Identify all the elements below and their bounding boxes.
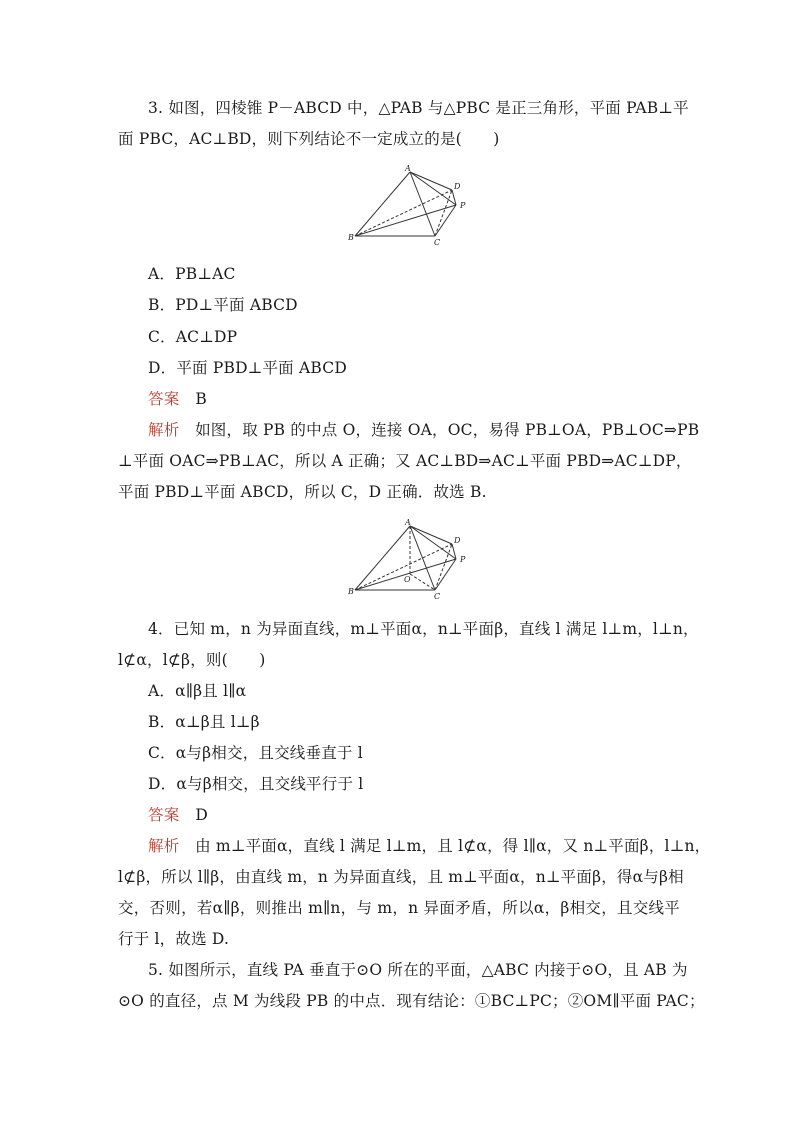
q3-pyramid-diagram: [348, 164, 474, 246]
q4-analysis-text-1: 由 m⊥平面α，直线 l 满足 l⊥m，且 l⊄α，得 l∥α，又 n⊥平面β，l⊥n，: [195, 837, 711, 855]
q4-analysis-line-4: 行于 l，故选 D.: [118, 930, 230, 948]
q3-analysis-line-3: 平面 PBD⊥平面 ABCD，所以 C，D 正确．故选 B.: [118, 483, 487, 501]
q3-stem-line-1: 3. 如图，四棱锥 P－ABCD 中，△PAB 与△PBC 是正三角形，平面 PAB⊥平: [148, 99, 689, 117]
label-P: P: [460, 555, 466, 564]
label-A: A: [405, 518, 411, 527]
q3-option-c: C．AC⊥DP: [148, 328, 238, 346]
label-P: P: [460, 201, 466, 210]
q3-stem-line-2: 面 PBC，AC⊥BD，则下列结论不一定成立的是( ): [118, 130, 500, 148]
q4-analysis-line-2: l⊄β，所以 l∥β，由直线 m，n 为异面直线，且 m⊥平面α，n⊥平面β，得α与β相: [118, 868, 684, 886]
q4-analysis-line-3: 交，否则，若α∥β，则推出 m∥n，与 m，n 异面矛盾，所以α，β相交，且交线平: [118, 899, 680, 917]
q3-figure: [348, 164, 474, 246]
q4-answer-label: 答案: [148, 806, 180, 824]
label-D: D: [454, 182, 461, 191]
q3-option-a: A．PB⊥AC: [148, 265, 236, 283]
q5-stem-line-2: ⊙O 的直径，点 M 为线段 PB 的中点．现有结论：①BC⊥PC；②OM∥平面 PAC；: [118, 992, 705, 1010]
edge-OC: [410, 574, 435, 590]
q4-option-d: D．α与β相交，且交线平行于 l: [148, 775, 364, 793]
q4-option-a: A．α∥β且 l∥α: [148, 682, 247, 700]
edge-CP: [435, 205, 456, 236]
q4-analysis-label: 解析: [148, 837, 180, 855]
q3-answer-value: B: [195, 390, 207, 408]
q4-analysis-line-1: [148, 836, 711, 856]
q4-option-b: B．α⊥β且 l⊥β: [148, 713, 260, 731]
q3-answer: [148, 389, 680, 409]
q4-answer: [148, 805, 680, 825]
q5-stem-line-1: 5. 如图所示，直线 PA 垂直于⊙O 所在的平面，△ABC 内接于⊙O，且 AB 为: [148, 961, 688, 979]
edge-BA: [355, 526, 410, 590]
edge-CP: [435, 559, 456, 590]
label-D: D: [454, 536, 461, 545]
label-C: C: [434, 238, 441, 246]
label-O: O: [404, 575, 411, 584]
label-B: B: [348, 233, 354, 242]
q3-solution-figure: [348, 518, 474, 600]
label-A: A: [405, 164, 411, 173]
q3-answer-label: 答案: [148, 390, 180, 408]
q3-analysis-line-2: ⊥平面 OAC⇒PB⊥AC，所以 A 正确；又 AC⊥BD⇒AC⊥平面 PBD⇒AC⊥DP，: [118, 452, 692, 470]
q3-option-b: B．PD⊥平面 ABCD: [148, 296, 298, 314]
edge-BA: [355, 172, 410, 236]
q3-solution-diagram: [348, 518, 474, 600]
q4-answer-value: D: [195, 806, 209, 824]
label-B: B: [348, 587, 354, 596]
q4-stem-line-2: l⊄α，l⊄β，则( ): [118, 651, 266, 669]
q3-analysis-text-1: 如图，取 PB 的中点 O，连接 OA，OC，易得 PB⊥OA，PB⊥OC⇒PB: [195, 421, 700, 439]
q3-option-d: D．平面 PBD⊥平面 ABCD: [148, 359, 347, 377]
q4-option-c: C．α与β相交，且交线垂直于 l: [148, 744, 363, 762]
q4-stem-line-1: 4．已知 m，n 为异面直线，m⊥平面α，n⊥平面β，直线 l 满足 l⊥m，l⊥n，: [148, 620, 699, 638]
label-C: C: [434, 592, 441, 600]
q3-analysis-line-1: [148, 420, 700, 440]
q3-analysis-label: 解析: [148, 421, 180, 439]
